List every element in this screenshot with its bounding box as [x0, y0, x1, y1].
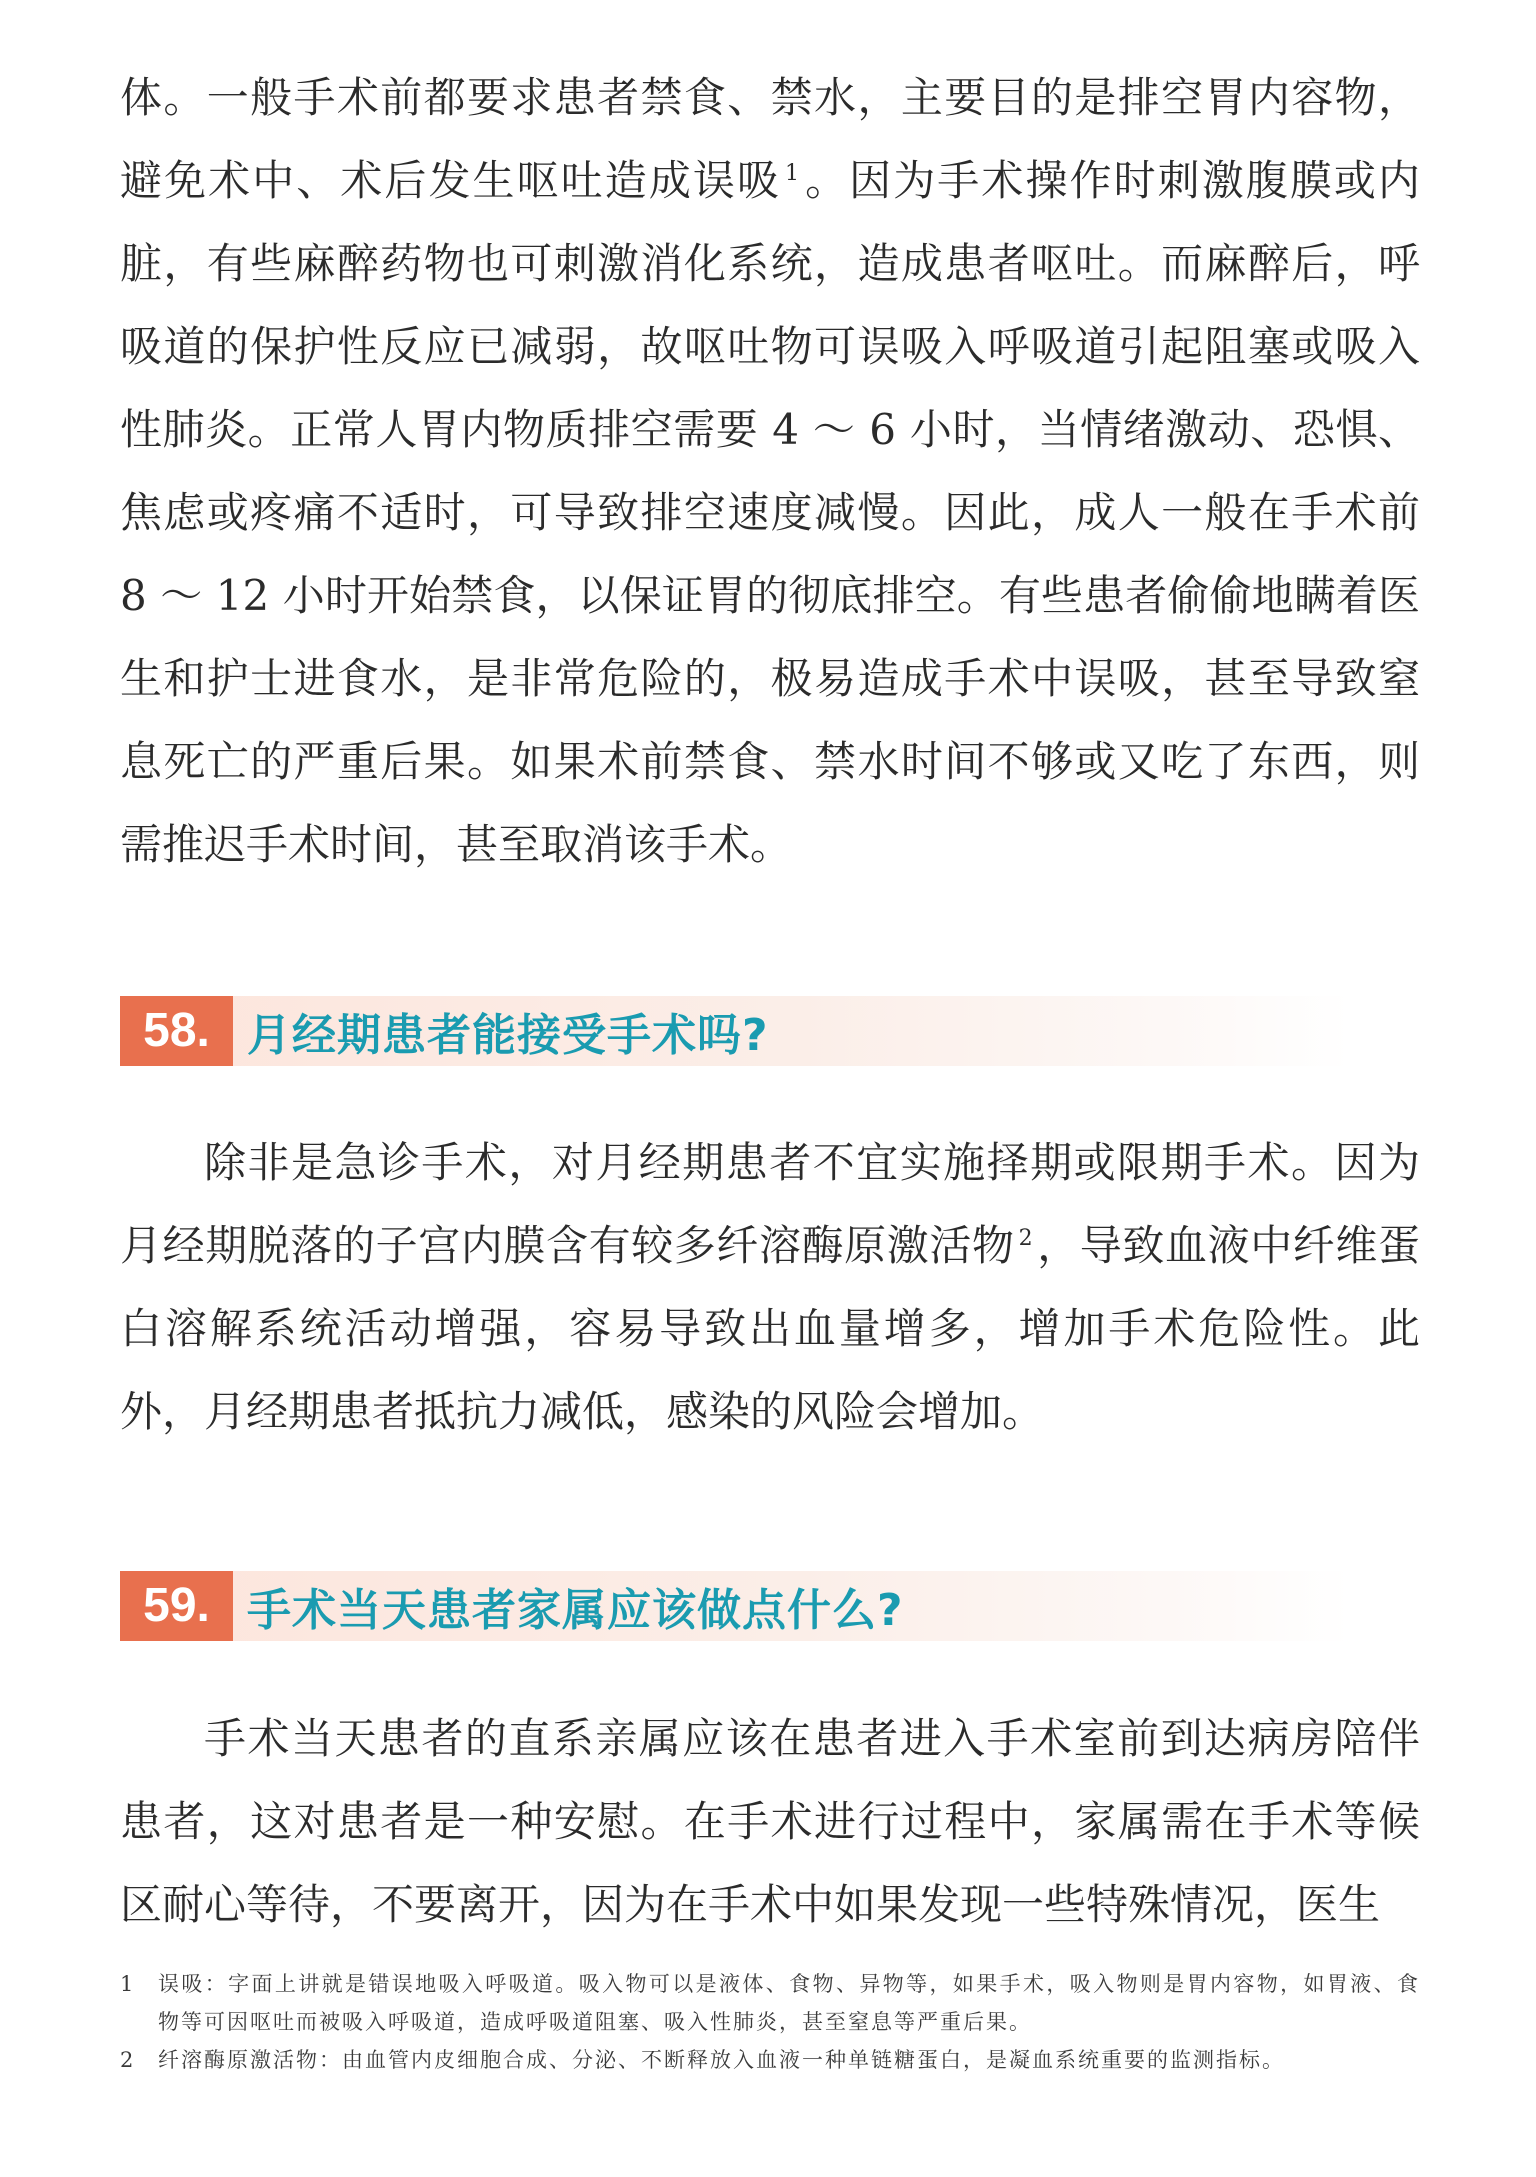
- footnote-1-text: 误吸：字面上讲就是错误地吸入呼吸道。吸入物可以是液体、食物、异物等，如果手术，吸入物则是胃内容物，如胃液、食物等可因呕吐而被吸入呼吸道，造成呼吸道阻塞、吸入性肺炎，甚至窒息等严重后果。: [158, 1972, 1420, 2034]
- footnote-2-number: 2: [120, 2048, 136, 2072]
- footnote-1: [120, 1965, 1420, 2041]
- intro-paragraph: [120, 56, 1420, 886]
- section-58-heading: [120, 996, 1350, 1066]
- footnotes: [120, 1965, 1420, 2079]
- intro-text-part2: 。因为手术操作时刺激腹膜或内脏，有些麻醉药物也可刺激消化系统，造成患者呕吐。而麻醉后，呼吸道的保护性反应已减弱，故呕吐物可误吸入呼吸道引起阻塞或吸入性肺炎。正常人胃内物质排空需要 4 ～ 6 小时，当情绪激动、恐惧、焦虑或疼痛不适时，可导致排空速度减慢。因此，成人一般在手术前 8 ～ 12 小时开始禁食，以保证胃的彻底排空。有些患者偷偷地瞒着医生和护士进食水，是非常危险的，极易造成手术中误吸，甚至导致窒息死亡的严重后果。如果术前禁食、禁水时间不够或又吃了东西，则需推迟手术时间，甚至取消该手术。: [120, 156, 1420, 869]
- section-58-title: 月经期患者能接受手术吗?: [247, 1010, 769, 1061]
- section-59-title: 手术当天患者家属应该做点什么?: [247, 1585, 904, 1636]
- footnote-ref-2[interactable]: 2: [1018, 1226, 1033, 1251]
- intro-section: [120, 56, 1420, 886]
- section-59-paragraph: 手术当天患者的直系亲属应该在患者进入手术室前到达病房陪伴患者，这对患者是一种安慰。在手术进行过程中，家属需在手术等候区耐心等待，不要离开，因为在手术中如果发现一些特殊情况，医生: [120, 1714, 1420, 1929]
- section-58-body: [120, 1121, 1420, 1453]
- section-58-number: 58.: [120, 996, 233, 1066]
- footnote-2: [120, 2041, 1420, 2079]
- section-59-body: [120, 1697, 1420, 1946]
- section-59-heading: [120, 1571, 1350, 1641]
- intro-text-part1: 体。一般手术前都要求患者禁食、禁水，主要目的是排空胃内容物，避免术中、术后发生呕吐造成误吸: [120, 73, 1420, 205]
- footnote-ref-1[interactable]: 1: [785, 161, 800, 186]
- footnote-1-number: 1: [120, 1972, 136, 1996]
- section-58-text-part1: 除非是急诊手术，对月经期患者不宜实施择期或限期手术。因为月经期脱落的子宫内膜含有较多纤溶酶原激活物: [120, 1138, 1420, 1270]
- section-59-number: 59.: [120, 1571, 233, 1641]
- section-58-text-part2: ，导致血液中纤维蛋白溶解系统活动增强，容易导致出血量增多，增加手术危险性。此外，月经期患者抵抗力减低，感染的风险会增加。: [120, 1221, 1420, 1436]
- section-58-paragraph: [120, 1121, 1420, 1453]
- footnote-2-text: 纤溶酶原激活物：由血管内皮细胞合成、分泌、不断释放入血液一种单链糖蛋白，是凝血系统重要的监测指标。: [158, 2048, 1285, 2072]
